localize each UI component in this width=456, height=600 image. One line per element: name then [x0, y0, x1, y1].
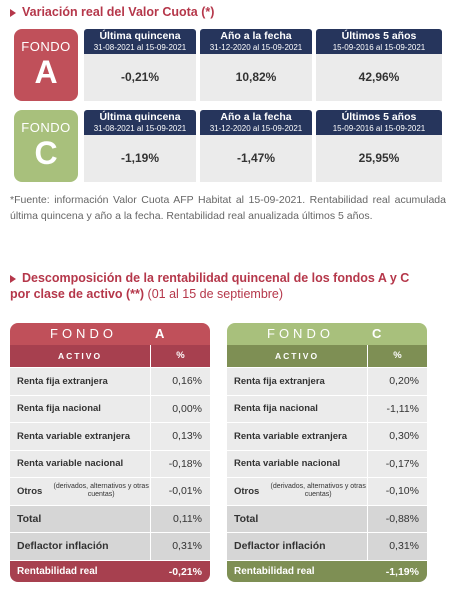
- source-footnote: *Fuente: información Valor Cuota AFP Habitat al 15-09-2021. Rentabilidad real acumulada última quincena y año a la fecha. Rentabilidad real anualizada últimos 5 años.: [10, 194, 446, 222]
- row-label: Renta variable extranjera: [10, 423, 150, 450]
- section-title-text: Variación real del Valor Cuota (*): [22, 5, 215, 19]
- header-pct: %: [150, 345, 210, 367]
- col-period: 31-08-2021 al 15-09-2021: [93, 43, 187, 52]
- total-label: Total: [227, 506, 367, 533]
- fund-label: FONDO: [21, 39, 71, 54]
- cell-ultimos-5-anos: [316, 29, 442, 101]
- result-value: -1,19%: [385, 565, 419, 578]
- row-value: -1,11%: [367, 396, 427, 423]
- row-label: Renta fija extranjera: [227, 368, 367, 395]
- col-value: -1,19%: [84, 135, 196, 182]
- row-label-otros: [227, 478, 367, 505]
- total-value: 0,11%: [150, 506, 210, 533]
- row-sublabel: (derivados, alternativos y otras cuentas): [53, 483, 149, 499]
- deflactor-row: [10, 532, 210, 560]
- result-label: Rentabilidad real: [234, 565, 315, 577]
- row-label-otros: [10, 478, 150, 505]
- table-row: [227, 395, 427, 423]
- result-label: Rentabilidad real: [17, 565, 98, 577]
- header-activo: ACTIVO: [274, 351, 320, 361]
- col-title: Últimos 5 años: [341, 30, 417, 42]
- col-value: -1,47%: [200, 135, 312, 182]
- cell-ano-a-la-fecha: [200, 29, 312, 101]
- row-label: Renta fija nacional: [227, 396, 367, 423]
- col-title: Última quincena: [99, 30, 181, 42]
- table-title-letter: C: [371, 326, 382, 341]
- table-header: [10, 345, 210, 367]
- row-value: -0,17%: [367, 451, 427, 478]
- deflactor-label: Deflactor inflación: [227, 533, 367, 560]
- row-value: -0,10%: [367, 478, 427, 505]
- result-value: -0,21%: [168, 565, 202, 578]
- row-value: -0,01%: [150, 478, 210, 505]
- total-value: -0,88%: [367, 506, 427, 533]
- table-row: [10, 422, 210, 450]
- header-activo: ACTIVO: [57, 351, 103, 361]
- fund-label: FONDO: [21, 120, 71, 135]
- col-period: 15-09-2016 al 15-09-2021: [332, 43, 426, 52]
- row-label: Renta variable extranjera: [227, 423, 367, 450]
- table-row: [10, 450, 210, 478]
- row-value: 0,16%: [150, 368, 210, 395]
- table-title-text: FONDO: [267, 326, 334, 341]
- fund-letter: A: [34, 54, 58, 90]
- row-value: 0,13%: [150, 423, 210, 450]
- deflactor-value: 0,31%: [150, 533, 210, 560]
- col-value: 42,96%: [316, 54, 442, 101]
- col-value: 25,95%: [316, 135, 442, 182]
- table-title-text: FONDO: [50, 326, 117, 341]
- result-row: [10, 560, 210, 582]
- section-title-line2-bold: por clase de activo (**): [10, 287, 145, 301]
- table-row: [10, 395, 210, 423]
- table-fund-a: [10, 323, 210, 582]
- row-value: 0,20%: [367, 368, 427, 395]
- fund-a-badge: [14, 29, 78, 101]
- section-title-line1: Descomposición de la rentabilidad quincenal de los fondos A y C: [22, 271, 410, 285]
- row-value: 0,30%: [367, 423, 427, 450]
- total-row: [227, 505, 427, 533]
- row-label: Renta variable nacional: [227, 451, 367, 478]
- table-row: [227, 450, 427, 478]
- row-label: Renta fija nacional: [10, 396, 150, 423]
- col-period: 31-08-2021 al 15-09-2021: [93, 124, 187, 133]
- cell-ultima-quincena: [84, 29, 196, 101]
- col-period: 31-12-2020 al 15-09-2021: [209, 43, 303, 52]
- deflactor-label: Deflactor inflación: [10, 533, 150, 560]
- cell-ultima-quincena: [84, 110, 196, 182]
- section-title-descomposicion: [10, 270, 446, 302]
- deflactor-row: [227, 532, 427, 560]
- col-value: -0,21%: [84, 54, 196, 101]
- total-row: [10, 505, 210, 533]
- col-value: 10,82%: [200, 54, 312, 101]
- section-title-variacion: [10, 4, 214, 20]
- section-title-line2-normal: (01 al 15 de septiembre): [144, 287, 284, 301]
- table-fund-c: [227, 323, 427, 582]
- col-title: Últimos 5 años: [341, 111, 417, 123]
- row-sublabel: (derivados, alternativos y otras cuentas): [270, 483, 366, 499]
- col-title: Año a la fecha: [220, 111, 292, 123]
- cell-ano-a-la-fecha: [200, 110, 312, 182]
- table-row: [10, 367, 210, 395]
- bullet-triangle-icon: [10, 275, 16, 283]
- bullet-triangle-icon: [10, 9, 16, 17]
- row-value: -0,18%: [150, 451, 210, 478]
- row-label: Renta variable nacional: [10, 451, 150, 478]
- table-title-letter: A: [154, 326, 165, 341]
- col-title: Última quincena: [99, 111, 181, 123]
- row-label: Otros: [17, 485, 43, 497]
- deflactor-value: 0,31%: [367, 533, 427, 560]
- row-label: Renta fija extranjera: [10, 368, 150, 395]
- table-header: [227, 345, 427, 367]
- col-period: 15-09-2016 al 15-09-2021: [332, 124, 426, 133]
- table-row: [227, 477, 427, 505]
- fund-c-summary: [14, 110, 442, 182]
- row-label: Otros: [234, 485, 260, 497]
- table-title: [227, 323, 427, 345]
- header-pct: %: [367, 345, 427, 367]
- col-period: 31-12-2020 al 15-09-2021: [209, 124, 303, 133]
- fund-c-badge: [14, 110, 78, 182]
- cell-ultimos-5-anos: [316, 110, 442, 182]
- fund-a-summary: [14, 29, 442, 101]
- table-title: [10, 323, 210, 345]
- result-row: [227, 560, 427, 582]
- fund-letter: C: [34, 135, 58, 171]
- col-title: Año a la fecha: [220, 30, 292, 42]
- table-row: [227, 367, 427, 395]
- table-row: [227, 422, 427, 450]
- row-value: 0,00%: [150, 396, 210, 423]
- table-row: [10, 477, 210, 505]
- total-label: Total: [10, 506, 150, 533]
